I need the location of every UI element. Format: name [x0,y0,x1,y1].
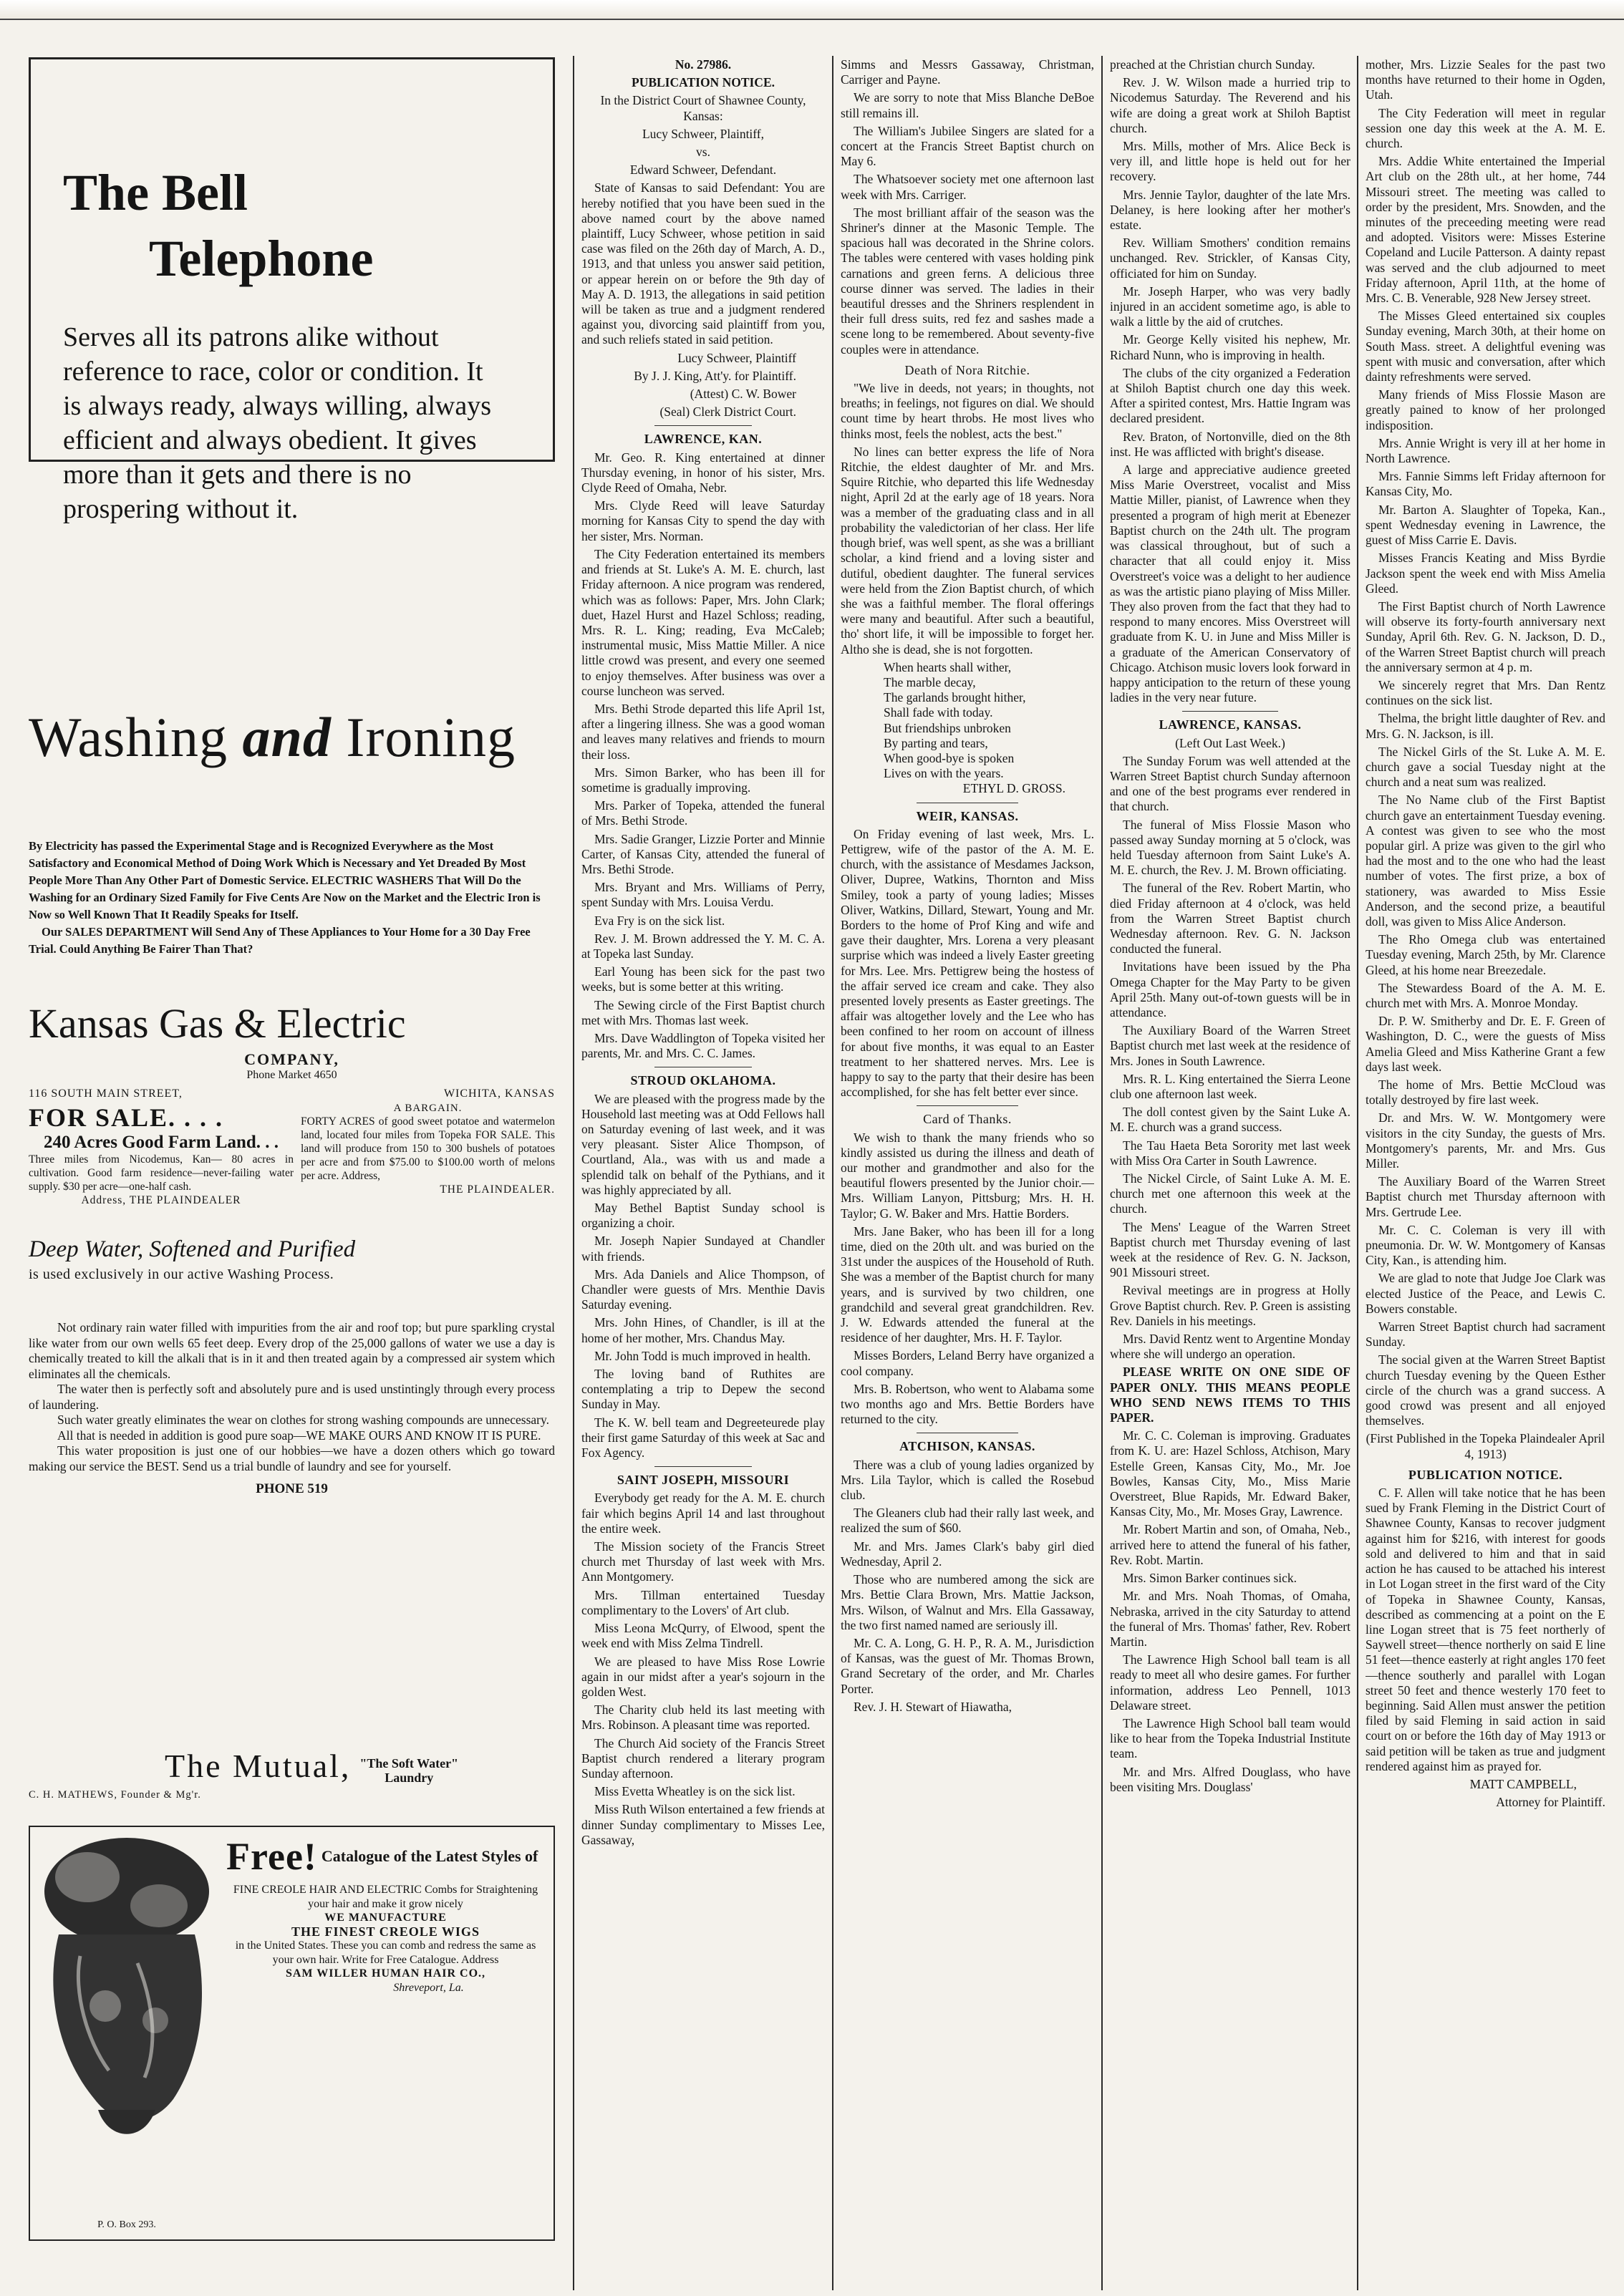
deep-water-title: Deep Water, Softened and Purified [29,1236,356,1262]
lawrence-kansas-subheading: (Left Out Last Week.) [1175,735,1285,750]
poem-line: Shall fade with today. [884,705,993,720]
news-item: The Charity club held its last meeting with Mrs. Robinson. A pleasant time was reported. [581,1702,825,1733]
poem-line: By parting and tears, [884,735,988,750]
news-item: mother, Mrs. Lizzie Seales for the past two months have returned to their home in Ogden, Utah. [1366,57,1605,102]
news-item: The K. W. bell team and Degreeteurede play their first game Saturday of this week at Sac and Fox Agency. [581,1415,825,1461]
news-item: The loving band of Ruthites are contemplating a trip to Depew the second Sunday in May. [581,1367,825,1412]
separator [917,1105,1018,1106]
news-item: Rev. William Smothers' condition remains unchanged. Rev. Strickler, of Kansas City, officiated for him on Sunday. [1110,236,1350,281]
news-item: Mr. and Mrs. James Clark's baby girl died Wednesday, April 2. [841,1539,1094,1569]
notice-vs: vs. [696,145,710,160]
mutual-title: The Mutual, [165,1748,352,1784]
news-item: Mr. Barton A. Slaughter of Topeka, Kan., spent Wednesday evening in Lawrence, the guest of Miss Carrie E. Davis. [1366,502,1605,548]
classified-ads [29,1103,555,1207]
bell-body: Serves all its patrons alike without reference to race, color or condition. It is always ready, always willing, always efficient and always obedient. It gives more than it gets and there is no prospering without it. [63,322,491,524]
deep-water-subtitle: is used exclusively in our active Washing Process. [29,1266,334,1282]
free-line2: WE MANUFACTURE [324,1912,447,1924]
news-item: Mrs. Mills, mother of Mrs. Alice Beck is very ill, and little hope is held out for her recovery. [1110,139,1350,184]
notice-court: In the District Court of Shawnee County, Kansas: [600,93,806,123]
news-item: The funeral of Miss Flossie Mason who passed away Sunday morning at 5 o'clock, was held Tuesday afternoon from Saint Luke's A. M. E. church, the Rev. J. M. Brown officiating. [1110,817,1350,878]
news-item: Mrs. Simon Barker continues sick. [1123,1571,1297,1586]
news-item: Those who are numbered among the sick are Mrs. Bettie Clara Brown, Mrs. Mattie Jackson, Mrs. Wilson, of Walnut and Mrs. Ella Gassaway, the two first named named are seriously ill. [841,1572,1094,1632]
news-item: Mrs. Fannie Simms left Friday afternoon for Kansas City, Mo. [1366,469,1605,499]
news-item: We are glad to note that Judge Joe Clark was elected Justice of the Peace, and Lewis C. Bowers constable. [1366,1271,1605,1316]
news-item: Mrs. B. Robertson, who went to Alabama some two months ago and Mrs. Bettie Borders have returned to the city. [841,1381,1094,1427]
notice-body: State of Kansas to said Defendant: You are hereby notified that you have been sued in the above named court by the above named plaintiff, Lucy Schweer, whose petition in said case was filed on the 26th day of March, A. D., 1913, and that unless you answer said petition, or appear herein on or before the 9th day of May A. D. 1913, the allegations in said petition will be taken as true and a judgment rendered against you, divorcing said plaintiff from you, and such reliefs stated in said petition. [581,180,825,347]
free-po-box: P. O. Box 293. [97,2219,156,2230]
stroud-heading: STROUD OKLAHOMA. [630,1073,776,1088]
kansas-gas-ad [29,999,555,1100]
hair-illustration [30,1827,223,2239]
publication-notice-body: C. F. Allen will take notice that he has been sued by Frank Fleming in the District Court of Shawnee County, Kansas to recover judgment against him for $216, with interest for goods sold and delivered to him and that in said action he has caused to be attached his interest in Lot Logan street in the first ward of the City of Topeka in Shawnee County, Kansas, described as commencing at a point on the E line Logan street that is 75 feet northerly of Saywell street—thence northerly on said E line 51 feet—thence easterly at right angles 170 feet—thence southerly and parallel with Logan street 50 feet and thence westerly 170 feet to beginning. Said Allen must answer the petition filed by said Fleming in said action in said court on or before the 16th day of May 1913 or said petition will be taken as true and judgment rendered against him as prayed for. [1366,1486,1605,1773]
notice-signature-2: By J. J. King, Att'y. for Plaintiff. [634,368,796,383]
news-item: Misses Francis Keating and Miss Byrdie Jackson spent the week end with Miss Amelia Gleed. [1366,551,1605,596]
free-ad-body [223,1827,554,2239]
separator [654,1466,752,1467]
separator [1182,711,1278,712]
bell-title-line1: The Bell [63,164,248,221]
news-item: Everybody get ready for the A. M. E. church fair which begins April 14 and last throughout the entire week. [581,1491,825,1536]
news-item: Thelma, the bright little daughter of Rev. and Mrs. G. N. Jackson, is ill. [1366,711,1605,741]
news-item: Mr. George Kelly visited his nephew, Mr. Richard Nunn, who is improving in health. [1110,332,1350,362]
news-item: Eva Fry is on the sick list. [594,913,725,928]
kansas-gas-company: COMPANY, [244,1050,339,1068]
deep-water-p1: Not ordinary rain water filled with impurities from the air and roof top; but pure sparkling crystal like water from our own wells 65 feet deep. Every drop of the 25,000 gallons of water we use a day is chemically treated to kill the alkali that is in it and then treated again by a compressed air system which eliminates all the chemicals. [29,1320,555,1381]
news-item: Mrs. Ada Daniels and Alice Thompson, of Chandler were guests of Mrs. Menthie Davis Saturday evening. [581,1266,825,1312]
kansas-gas-address [29,1088,555,1100]
news-item: Mrs. Addie White entertained the Imperial Art club on the 28th ult., at her home, 744 Missouri street. The meeting was called to order by the president, Mrs. Snowden, and the minutes of the preceeding meeting were read and adopted. Visitors were: Misses Esterine Copeland and Lucile Patterson. A dainty repast was served and the club adjourned to meet Friday afternoon, April 11th, at the home of Mrs. C. B. Venerable, 928 New Jersey street. [1366,154,1605,306]
kansas-gas-phone: Phone Market 4650 [246,1069,337,1081]
news-item: The Nickel Circle, of Saint Luke A. M. E. church met one afternoon this week at the church. [1110,1171,1350,1216]
news-item: Mr. and Mrs. Alfred Douglass, who have been visiting Mrs. Douglass' [1110,1764,1350,1794]
poem-line: Lives on with the years. [884,766,1004,781]
news-item: Rev. J. W. Wilson made a hurried trip to Nicodemus Saturday. The Reverend and his wife are doing a great work at Shiloh Baptist church. [1110,75,1350,135]
kansas-gas-city: WICHITA, KANSAS [443,1088,555,1100]
news-item: Mrs. Parker of Topeka, attended the funeral of Mrs. Bethi Strode. [581,798,825,828]
news-item: Mr. C. A. Long, G. H. P., R. A. M., Jurisdiction of Kansas, was the guest of Mr. Thomas Brown, Grand Secretary of the order, and Mr. Charles Porter. [841,1635,1094,1696]
news-item: The William's Jubilee Singers are slated for a concert at the Francis Street Baptist church on May 6. [841,123,1094,169]
news-item: Misses Borders, Leland Berry have organized a cool company. [841,1348,1094,1378]
news-item: The Lawrence High School ball team would like to hear from the Topeka Industrial Institute team. [1110,1715,1350,1761]
news-item: The Mens' League of the Warren Street Baptist church met Thursday evening of last week at the residence of Rev. G. N. Jackson, 901 Missouri street. [1110,1219,1350,1280]
weir-heading: WEIR, KANSAS. [916,808,1019,823]
notice-write-one-side: PLEASE WRITE ON ONE SIDE OF PAPER ONLY. THIS MEANS PEOPLE WHO SEND NEWS ITEMS TO THIS PAPER. [1110,1365,1350,1425]
washing-title-a: Washing [29,706,228,768]
news-item: The First Baptist church of North Lawrence will observe its forty-fourth anniversary next Sunday, April 6th. Rev. G. N. Jackson, D. D., of the Warren Street Baptist church will preach the anniversary sermon at 4 p. m. [1366,599,1605,674]
obituary-quote: "We live in deeds, not years; in thoughts, not breaths; in feelings, not figures on dial. We should count time by heart throbs. He most lives who thinks most, feels the noblest, acts the best." [841,381,1094,441]
news-item: The Sunday Forum was well attended at the Warren Street Baptist church Sunday afternoon and one of the best programs ever rendered in that church. [1110,753,1350,814]
atchison-heading: ATCHISON, KANSAS. [899,1439,1035,1454]
free-line3: THE FINEST CREOLE WIGS [291,1924,480,1939]
news-item: The Gleaners club had their rally last week, and realized the sum of $60. [841,1506,1094,1536]
news-item: The Rho Omega club was entertained Tuesday evening, March 25th, by Mr. Clarence Gleed, at his home near Breezedale. [1366,932,1605,977]
news-item: The Mission society of the Francis Street church met Thursday of last week with Mrs. Ann Montgomery. [581,1539,825,1584]
column-5 [1366,57,1605,2291]
news-item: On Friday evening of last week, Mrs. L. Pettigrew, wife of the pastor of the A. M. E. church, with the assistance of Mesdames Jackson, Oliver, Dupree, Watkins, Thornton and Miss Smiley, took a party of young ladies; Misses Oliver, Watkins, Dillard, Stewart, Young and Mr. Borders to the home of Prof King and wife and gave their daughter, Mrs. Lorena a very pleasant surprise which was indeed a lively Easter greeting for Mrs. Lee. Mrs. Pettigrew being the hostess of the affair served ice cream and cake. They also presented lovely presents as Easter greetings. The affair was altogether lovely and the Lee who has been confined to her room on account of illness for about five months, it was equal to an Easter treatment to her shattered nerves. Mrs. Lee is happy to say to the party that their desire has been accomplished, for she has felt better ever since. [841,826,1094,1100]
news-item: The Whatsoever society met one afternoon last week with Mrs. Carriger. [841,172,1094,202]
for-sale-text: Three miles from Nicodemus, Kan— 80 acres in cultivation. Good farm residence—never-failing water supply. $30 per acre—one-half cash. [29,1153,294,1193]
news-item: The funeral of the Rev. Robert Martin, who died Friday afternoon at 4 o'clock, was held from the Warren Street Baptist church Wednesday afternoon. Rev. G. N. Jackson conducted the funeral. [1110,881,1350,956]
notice-signature-4: (Seal) Clerk District Court. [659,405,796,420]
bargain-address: THE PLAINDEALER. [440,1183,555,1196]
poem-line: When hearts shall wither, [884,659,1012,674]
news-item: We are sorry to note that Miss Blanche DeBoe still remains ill. [841,90,1094,120]
news-item: The Stewardess Board of the A. M. E. church met with Mrs. A. Monroe Monday. [1366,980,1605,1010]
column-3 [841,57,1094,2291]
deep-water-p4: All that is needed in addition is good pure soap—WE MAKE OURS AND KNOW IT IS PURE. [57,1428,541,1443]
washing-body-text: By Electricity has passed the Experimental Stage and is Recognized Everywhere as the Most Satisfactory and Economical Method of Doing Work Which is Necessary and Yet Dreaded By Most People More Than Any Other Part of Domestic Service. ELECTRIC WASHERS That Will Do the Washing for an Ordinary Sized Family for Five Cents Are Now on the Market and the Electric Iron is Now so Well Known That It Readily Speaks for Itself. [29,839,541,921]
news-item: The City Federation entertained its members and friends at St. Luke's A. M. E. church, last Friday afternoon. A nice program was rendered, which was as follows: Paper, Mrs. John Clark; duet, Hazel Hurst and Hazel Schloss; reading, Mrs. R. L. King; reading, Eva McCaleb; instrumental music, Miss Mattie Miller. A nice little crowd was present, and every one seemed to enjoy themselves. After business was over a course luncheon was served. [581,546,825,698]
news-item: Miss Evetta Wheatley is on the sick list. [594,1784,796,1799]
news-item: The No Name club of the First Baptist church gave an entertainment Tuesday evening. A contest was given to see who the most popular girl. A prize was given to the girl who had the most and to the one who had the least number of votes. The first prize, a box of stationery, was awarded to Miss Essie Anderson, and the second prize, a beautiful doll, was given to Miss Alice Anderson. [1366,793,1605,929]
publication-signature-2: Attorney for Plaintiff. [1496,1795,1605,1810]
bargain-ad [301,1103,555,1207]
notice-signature-3: (Attest) C. W. Bower [690,387,796,402]
news-item: Warren Street Baptist church had sacrament Sunday. [1366,1319,1605,1350]
washing-body-text-2: Our SALES DEPARTMENT Will Send Any of These Appliances to Your Home for a 30 Day Free Trial. Could Anything Be Fairer Than That? [29,925,531,956]
publication-signature-1: MATT CAMPBELL, [1469,1776,1577,1791]
news-item: Mr. Robert Martin and son, of Omaha, Neb., arrived here to attend the funeral of his father, Rev. Robt. Martin. [1110,1522,1350,1567]
deep-water-phone: PHONE 519 [256,1481,328,1496]
bargain-text: FORTY ACRES of good sweet potatoe and watermelon land, located four miles from Topeka FOR SALE. This land will produce from 150 to 300 bushels of potatoes per acre and from $75.00 to $100.00 worth of melons per acre. Address, [301,1115,555,1182]
news-item: May Bethel Baptist Sunday school is organizing a choir. [581,1201,825,1231]
news-item: The Lawrence High School ball team is all ready to meet all who desire games. For further information, address Leo Pennell, 1013 Delaware street. [1110,1652,1350,1713]
free-text [226,1883,545,1995]
free-catalogue: Catalogue of the Latest Styles of [321,1847,538,1865]
news-item: The Auxiliary Board of the Warren Street Baptist church met Thursday afternoon with Mrs. Gertrude Lee. [1366,1174,1605,1219]
news-item: Revival meetings are in progress at Holly Grove Baptist church. Rev. P. Green is assisting Rev. Daniels in his meetings. [1110,1283,1350,1328]
for-sale-subtitle: 240 Acres Good Farm Land. . . [43,1133,279,1152]
st-joseph-heading: SAINT JOSEPH, MISSOURI [617,1473,790,1488]
news-item: Mr. C. C. Coleman is very ill with pneumonia. Dr. W. W. Montgomery of Kansas City, Kan., is attending him. [1366,1222,1605,1268]
news-item: Many friends of Miss Flossie Mason are greatly pained to know of her prolonged indisposition. [1366,387,1605,432]
news-item: Dr. P. W. Smitherby and Dr. E. F. Green of Washington, D. C., were the guests of Miss Amelia Gleed and Miss Katherine Grant a few days last week. [1366,1014,1605,1074]
news-item: Mrs. R. L. King entertained the Sierra Leone club one afternoon last week. [1110,1071,1350,1101]
news-item: Mr. C. C. Coleman is improving. Graduates from K. U. are: Hazel Schloss, Atchison, Mary Estelle Green, Kansas City, Mo., Mr. Joe Bowles, Kansas City, Mo., Miss Marie Overstreet, Blue Rapids, Mr. Edward Baker, Kansas City, Mo., Mr. Moses Gray, Lawrence. [1110,1428,1350,1519]
news-item: The Sewing circle of the First Baptist church met with Mrs. Thomas last week. [581,997,825,1027]
bell-telephone-ad [29,57,555,524]
news-item: Mrs. Annie Wright is very ill at her home in North Lawrence. [1366,435,1605,466]
column-4 [1110,57,1350,2291]
notice-signature-1: Lucy Schweer, Plaintiff [677,350,796,365]
poem-line: But friendships unbroken [884,720,1011,735]
news-item: Mrs. Jane Baker, who has been ill for a long time, died on the 20th ult. and was buried on the 31st under the auspices of the Household of Ruth. She was a member of the Baptist church for many years, and is survived by two children, one grandchild and several great grandchildren. Rev. J. W. Edwards attended the funeral at the residence of her daughter, Mrs. H. F. Taylor. [841,1224,1094,1345]
page-top-edge [0,0,1624,20]
news-item: The Auxiliary Board of the Warren Street Baptist church met last week at the residence of Mrs. Jones in South Lawrence. [1110,1023,1350,1068]
column-divider [832,56,833,2290]
free-city: Shreveport, La. [393,1981,464,1994]
news-item: Mr. John Todd is much improved in health. [594,1348,811,1363]
column-divider [573,56,574,2290]
mutual-founder: C. H. MATHEWS, Founder & Mg'r. [29,1789,201,1801]
notice-defendant: Edward Schweer, Defendant. [629,163,777,178]
news-item: Mrs. John Hines, of Chandler, is ill at the home of her mother, Mrs. Chandus May. [581,1315,825,1345]
news-item: The clubs of the city organized a Federation at Shiloh Baptist church one day this week. After a spirited contest, Mrs. Hattie Ingram was declared president. [1110,365,1350,426]
column-divider [1357,56,1358,2290]
poem-line: The marble decay, [884,674,976,689]
news-item: Mrs. Tillman entertained Tuesday complimentary to the Lovers' of Art club. [581,1587,825,1617]
deep-water-p2: The water then is perfectly soft and absolutely pure and is used unstintingly through every process of laundering. [29,1382,555,1412]
news-item: The Church Aid society of the Francis Street Baptist church rendered a literary program Sunday afternoon. [581,1735,825,1781]
news-item: The social given at the Warren Street Baptist church Tuesday evening by the Queen Esther circle of the church was a grand success. A good crowd was present and all enjoyed themselves. [1366,1352,1605,1428]
news-item: Mr. Joseph Harper, who was very badly injured in an accident sometime ago, is able to walk a little by the aid of crutches. [1110,284,1350,329]
free-catalogue-ad [29,1826,555,2241]
deep-water-ad [29,1235,555,1497]
news-item: We sincerely regret that Mrs. Dan Rentz continues on the sick list. [1366,677,1605,708]
news-item: The Nickel Girls of the St. Luke A. M. E. church gave a social Tuesday night at the church and a neat sum was realized. [1366,744,1605,790]
mutual-laundry-ad [29,1747,555,1801]
news-item: Mr. and Mrs. Noah Thomas, of Omaha, Nebraska, arrived in the city Saturday to attend the funeral of Mrs. Thomas' father, Rev. Robert Martin. [1110,1589,1350,1649]
poem-line: When good-bye is spoken [884,750,1015,765]
poem-signature: ETHYL D. GROSS. [962,781,1065,796]
news-item: Mrs. Dave Waddlington of Topeka visited her parents, Mr. and Mrs. C. C. James. [581,1030,825,1061]
notice-number: No. 27986. [675,57,732,72]
poem-line: The garlands brought hither, [884,690,1026,705]
news-item: The Misses Gleed entertained six couples Sunday evening, March 30th, at their home on South Mass. street. A delightful evening was spent with music and conversation, after which dainty refreshments were served. [1366,309,1605,384]
news-item: A large and appreciative audience greeted Miss Marie Overstreet, vocalist and Miss Mattie Miller, pianist, of Lawrence when they presented a program of high merit at Ebenezer Baptist church on the 24th ult. The program was classical throughout, but of such a character that all could enjoy it. Miss Overstreet's voice was a delight to her audience as was the artistic piano playing of Miss Miller. They also proven from the fact that they had to respond to many encores. Miss Overstreet will graduate from K. U. in June and Miss Miller is a graduate of the American Conservatory of Chicago. Atchison music lovers look forward in happy anticipation to the return of these young ladies in the very near future. [1110,462,1350,705]
washing-title [29,705,555,770]
news-item: Mrs. Simon Barker, who has been ill for sometime is gradually improving. [581,765,825,795]
bell-title-line2: Telephone [149,230,374,287]
deep-water-p5: This water proposition is just one of our hobbies—we have a dozen others which go toward making our service the BEST. Send us a trial bundle of laundry and see for yourself. [29,1443,555,1473]
free-line4: in the United States. These you can comb and redress the same as your own hair. Write for Free Catalogue. Address [235,1939,536,1966]
publication-notice-heading: PUBLICATION NOTICE. [1408,1467,1563,1482]
news-item: Simms and Messrs Gassaway, Christman, Carriger and Payne. [841,57,1094,87]
column-divider [1101,56,1103,2290]
mutual-tagline-1: "The Soft Water" [359,1756,459,1771]
obituary-heading: Death of Nora Ritchie. [904,362,1030,377]
for-sale-address: Address, THE PLAINDEALER [81,1194,241,1206]
washing-ironing-ad [29,705,555,958]
news-item: We are pleased to have Miss Rose Lowrie again in our midst after a year's sojourn in the golden West. [581,1654,825,1699]
news-item: The home of Mrs. Bettie McCloud was totally destroyed by fire last week. [1366,1077,1605,1108]
news-item: Miss Leona McQurry, of Elwood, spent the week end with Miss Zelma Tindrell. [581,1621,825,1651]
for-sale-ad [29,1103,294,1207]
for-sale-title: FOR SALE. . . . [29,1103,224,1132]
news-item: Miss Ruth Wilson entertained a few friends at dinner Sunday complimentary to Misses Lee, Gassaway, [581,1802,825,1847]
news-item: Mrs. Clyde Reed will leave Saturday morning for Kansas City to spend the day with her sister, Mrs. Norman. [581,498,825,543]
news-item: preached at the Christian church Sunday. [1110,57,1315,72]
kansas-gas-title: Kansas Gas & Electric [29,1000,406,1047]
news-item: We are pleased with the progress made by the Household last meeting was at Odd Fellows hall on Saturday evening of last week, and it was very pleasant. Sister Alice Thompson, of Courtland, Ala., was with us and made a splendid talk on behalf of the Pythians, and it was highly appreciated by all. [581,1091,825,1197]
bargain-head: A BARGAIN. [393,1103,463,1114]
lawrence-kansas-heading: LAWRENCE, KANSAS. [1159,717,1302,732]
deep-water-p3: Such water greatly eliminates the wear on clothes for strong washing compounds are unnecessary. [57,1413,549,1427]
lawrence-heading: LAWRENCE, KAN. [644,432,763,447]
hair-bun-illustration-icon [30,1827,223,2199]
news-item: Mrs. Sadie Granger, Lizzie Porter and Minnie Carter, of Kansas City, attended the funeral of Mrs. Bethi Strode. [581,831,825,876]
news-item: Earl Young has been sick for the past two weeks, but is some better at this writing. [581,964,825,994]
washing-body [29,838,555,958]
news-item: Dr. and Mrs. W. W. Montgomery were visitors in the city Sunday, the guests of Mrs. Montgomery's parents, Mr. and Mrs. Gus Miller. [1366,1110,1605,1171]
news-item: The most brilliant affair of the season was the Shriner's dinner at the Masonic Temple. The spacious hall was decorated in the Shrine colors. The tables were centered with vases holding pink carnations and green ferns. A delicious three course dinner was served. The ladies in their beautiful dresses and the Shriners resplendent in their full dress suits, red fez and sashes made a scene long to be remembered. About seventy-five couples were in attendance. [841,205,1094,357]
column-2 [581,57,825,2291]
news-item: Mrs. Jennie Taylor, daughter of the late Mrs. Delaney, is here looking after her mother's estate. [1110,187,1350,233]
news-item: Mrs. Bryant and Mrs. Williams of Perry, spent Sunday with Mrs. Louisa Verdu. [581,880,825,910]
obituary-body: No lines can better express the life of Nora Ritchie, the eldest daughter of Mr. and Mrs. Squire Ritchie, who departed this life Wednesday night, April 2d at the early age of 18 years. Nora was a member of the graduating class and in all probability the valedictorian of her class. Her life though brief, was well spent, as she was a brilliant scholar, a kind friend and a loving sister and dutiful, obedient daughter. The funeral services were held from the Zion Baptist church, of which she was a faithful member. The floral offerings were many and beautiful. After such a beautiful, tho' short life, it will be impossible to forget her. Altho she is dead, she is not forgotten. [841,444,1094,657]
news-item: Mrs. David Rentz went to Argentine Monday where she will undergo an operation. [1110,1332,1350,1362]
news-item: Invitations have been issued by the Pha Omega Chapter for the May Party to be given April 25th. Many out-of-town guests will be in attendance. [1110,959,1350,1019]
mutual-header [29,1747,555,1785]
washing-title-b: Ironing [346,706,516,768]
news-item: Mr. Geo. R. King entertained at dinner Thursday evening, in honor of his sister, Mrs. Clyde Reed of Omaha, Nebr. [581,450,825,495]
card-of-thanks-heading: Card of Thanks. [923,1112,1012,1127]
mutual-tagline-2: Laundry [385,1771,434,1785]
deep-water-body [29,1320,555,1474]
news-item: The Tau Haeta Beta Sorority met last week with Miss Ora Carter in South Lawrence. [1110,1138,1350,1168]
notice-plaintiff: Lucy Schweer, Plaintiff, [642,126,765,141]
news-item: Mr. Joseph Napier Sundayed at Chandler with friends. [581,1234,825,1264]
news-item: Mrs. Bethi Strode departed this life April 1st, after a lingering illness. She was a good woman and leaves many relatives and friends to mourn their loss. [581,701,825,762]
publication-note: (First Published in the Topeka Plaindealer April 4, 1913) [1366,1431,1605,1461]
news-item: Rev. Braton, of Nortonville, died on the 8th inst. He was afflicted with bright's disease. [1110,429,1350,459]
news-item: Rev. J. M. Brown addressed the Y. M. C. A. at Topeka last Sunday. [581,931,825,961]
news-item: We wish to thank the many friends who so kindly assisted us during the illness and death of our mother and grandmother and also for the beautiful flowers presented by the Junior choir.—Mrs. William Lanyon, Pittsburg; Mrs. H. H. Taylor; G. W. Baker and Mrs. Hattie Borders. [841,1130,1094,1221]
free-line1: FINE CREOLE HAIR AND ELECTRIC Combs for Straightening your hair and make it grow nicely [233,1884,538,1910]
free-header [226,1834,545,1879]
washing-title-and: and [242,706,332,768]
news-item: The doll contest given by the Saint Luke A. M. E. church was a grand success. [1110,1105,1350,1135]
free-word: Free! [226,1835,317,1878]
news-item: Rev. J. H. Stewart of Hiawatha, [854,1699,1012,1714]
separator [654,425,752,426]
free-company: SAM WILLER HUMAN HAIR CO., [285,1967,486,1980]
news-item: There was a club of young ladies organized by Mrs. Lila Taylor, which is called the Rosebud club. [841,1457,1094,1503]
mutual-tagline [359,1756,458,1785]
news-item: The City Federation will meet in regular session one day this week at the A. M. E. church. [1366,105,1605,151]
notice-title: PUBLICATION NOTICE. [632,75,775,90]
kansas-gas-street: 116 SOUTH MAIN STREET, [29,1088,183,1100]
